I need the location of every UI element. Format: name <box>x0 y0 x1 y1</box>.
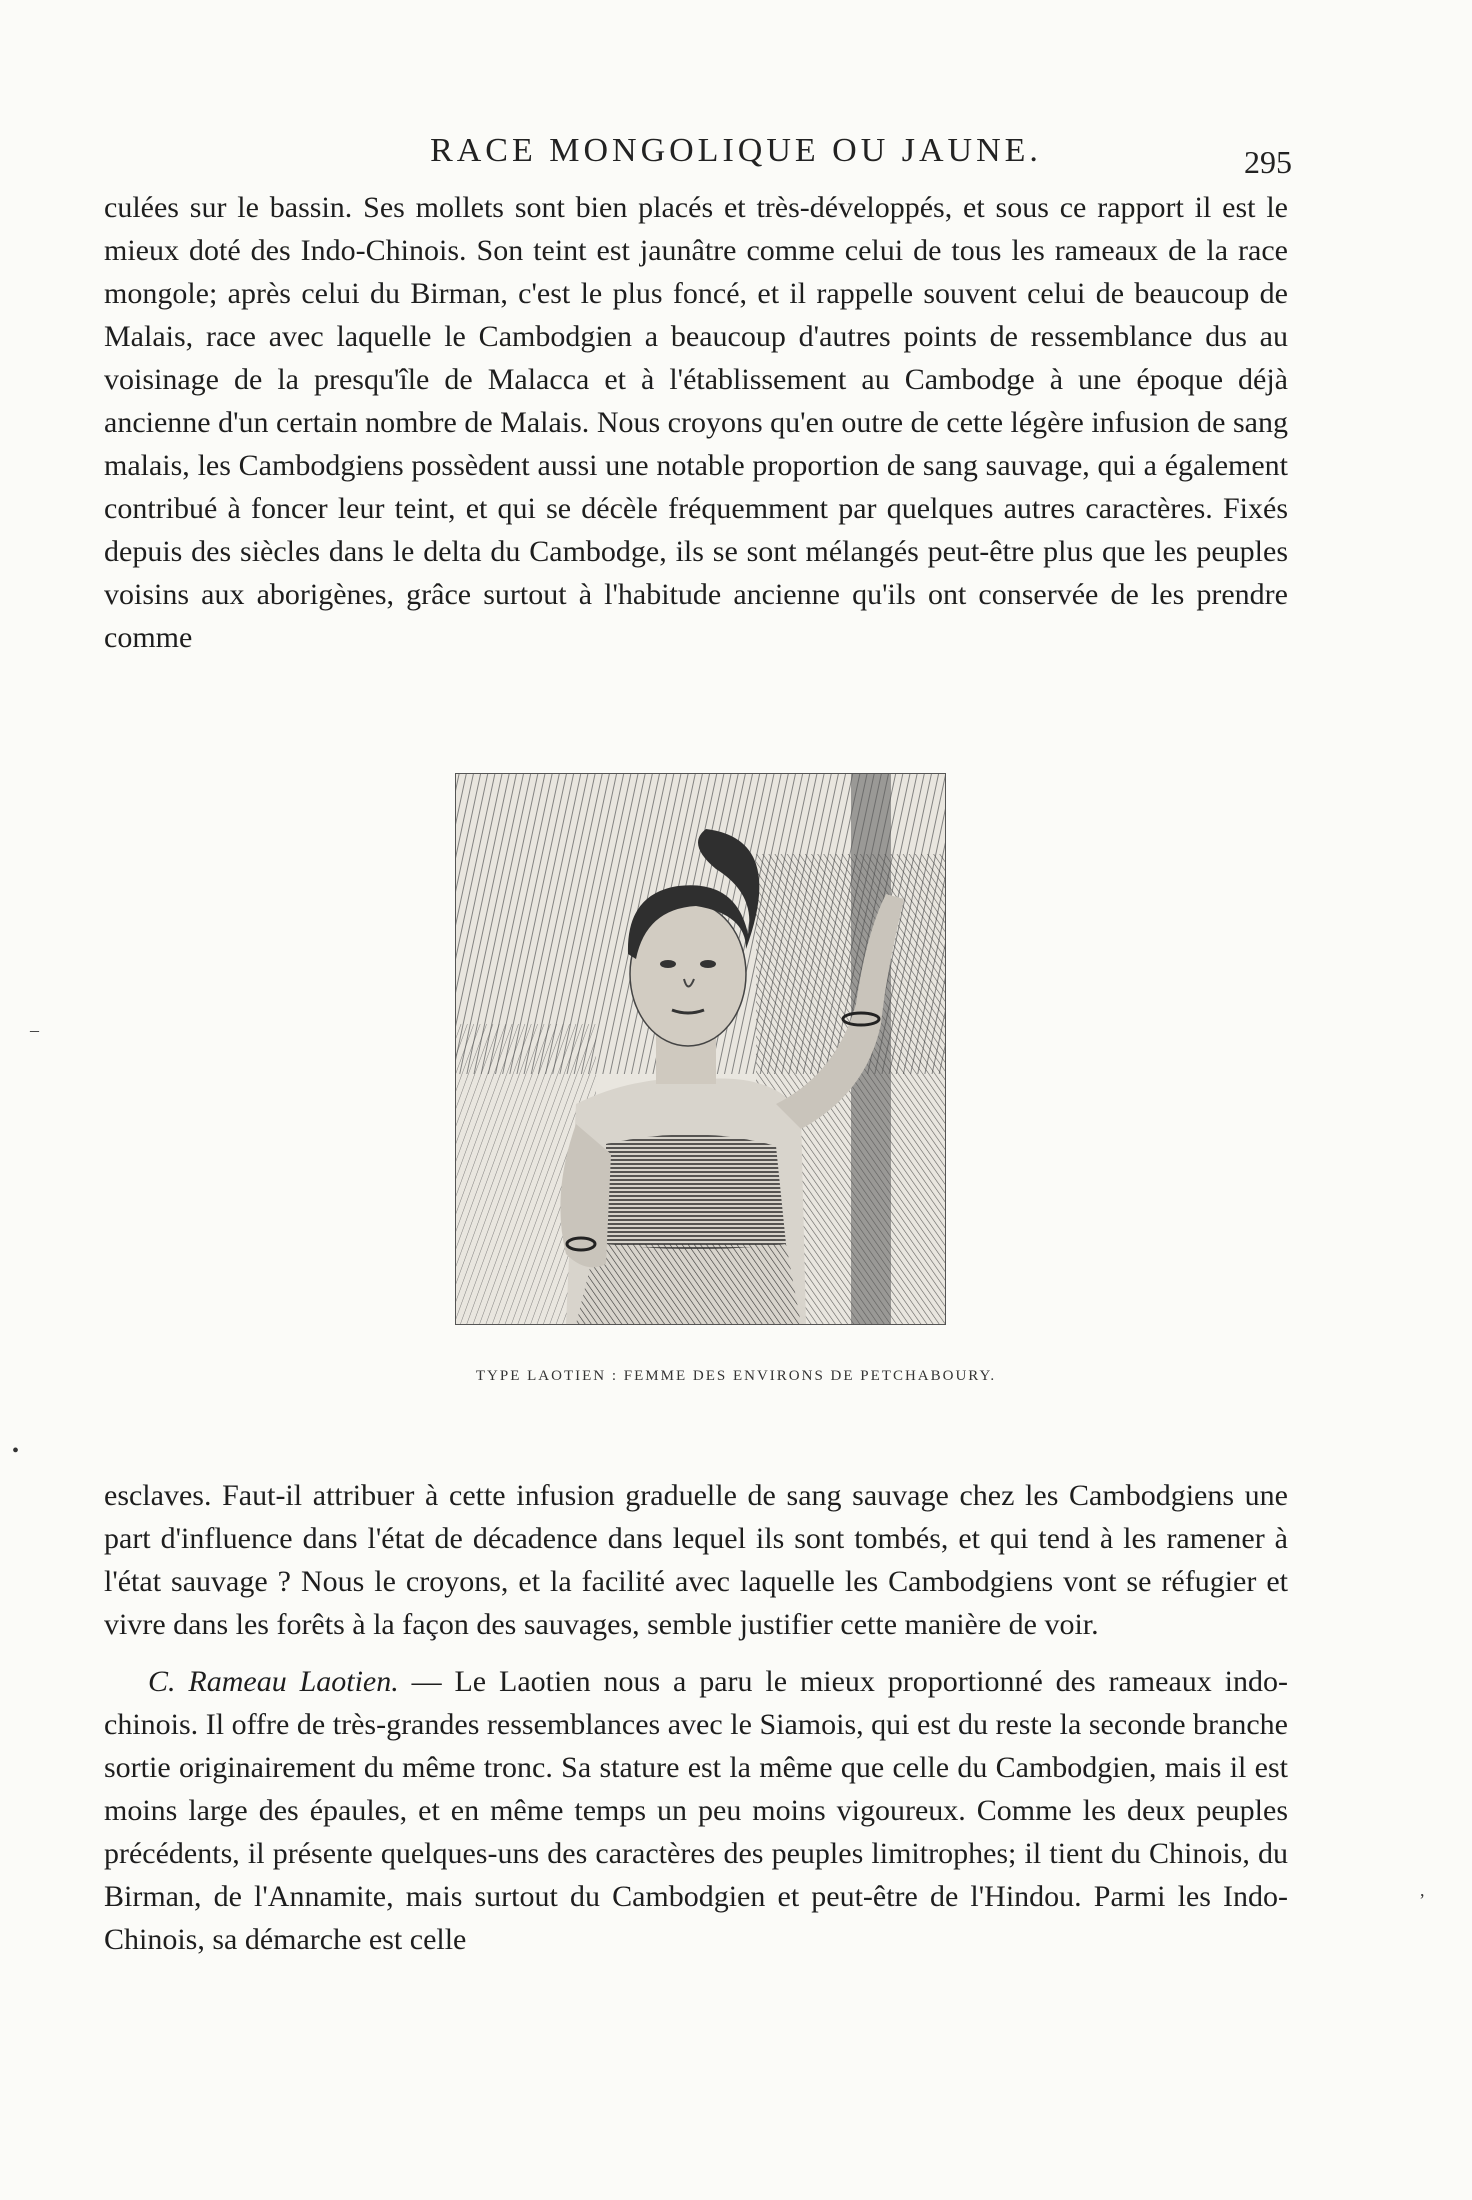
margin-tick-mark: , <box>1420 1880 1425 1900</box>
section-label: C. Rameau Laotien. <box>148 1665 399 1698</box>
body-text-bottom <box>104 1474 1288 1961</box>
paragraph-rameau-laotien-text: — Le Laotien nous a paru le mieux proportionné des rameaux indo-chinois. Il offre de très-grandes ressemblances avec le Siamois, qui est du reste la seconde branche sortie originairement du même tronc. Sa stature est la même que celle du Cambodgien, mais il est moins large des épaules, et en même temps un peu moins vigoureux. Comme les deux peuples précédents, il présente quelques-uns des caractères des peuples limitrophes; il tient du Chinois, du Birman, de l'Annamite, mais surtout du Cambodgien et peut-être de l'Hindou. Parmi les Indo-Chinois, sa démarche est celle <box>104 1665 1288 1956</box>
running-title: RACE MONGOLIQUE OU JAUNE. <box>430 132 1042 169</box>
paragraph-esclaves: esclaves. Faut-il attribuer à cette infusion graduelle de sang sauvage chez les Cambodgiens une part d'influence dans l'état de décadence dans lequel ils sont tombés, et qui tend à les ramener à l'état sauvage ? Nous le croyons, et la facilité avec laquelle les Cambodgiens vont se réfugier et vivre dans les forêts à la façon des sauvages, semble justifier cette manière de voir. <box>104 1479 1288 1641</box>
figure-engraving <box>455 773 946 1325</box>
margin-dash-mark: – <box>30 1020 39 1040</box>
engraving-portrait-icon <box>456 774 945 1324</box>
figure-caption: TYPE LAOTIEN : FEMME DES ENVIRONS DE PETCHABOURY. <box>475 1368 997 1384</box>
body-text-top <box>104 186 1288 659</box>
paragraph-continued: culées sur le bassin. Ses mollets sont bien placés et très-développés, et sous ce rapport il est le mieux doté des Indo-Chinois. Son teint est jaunâtre comme celui de tous les rameaux de la race mongole; après celui du Birman, c'est le plus foncé, et il rappelle souvent celui de beaucoup de Malais, race avec laquelle le Cambodgien a beaucoup d'autres points de ressemblance dus au voisinage de la presqu'île de Malacca et à l'établissement au Cambodge à une époque déjà ancienne d'un certain nombre de Malais. Nous croyons qu'en outre de cette légère infusion de sang malais, les Cambodgiens possèdent aussi une notable proportion de sang sauvage, qui a également contribué à foncer leur teint, et qui se décèle fréquemment par quelques autres caractères. Fixés depuis des siècles dans le delta du Cambodge, ils se sont mélangés peut-être plus que les peuples voisins aux aborigènes, grâce surtout à l'habitude ancienne qu'ils ont conservée de les prendre comme <box>104 191 1288 654</box>
margin-dot-mark: • <box>12 1440 20 1462</box>
paragraph-rameau-laotien <box>104 1660 1288 1961</box>
page-number: 295 <box>1244 144 1292 180</box>
